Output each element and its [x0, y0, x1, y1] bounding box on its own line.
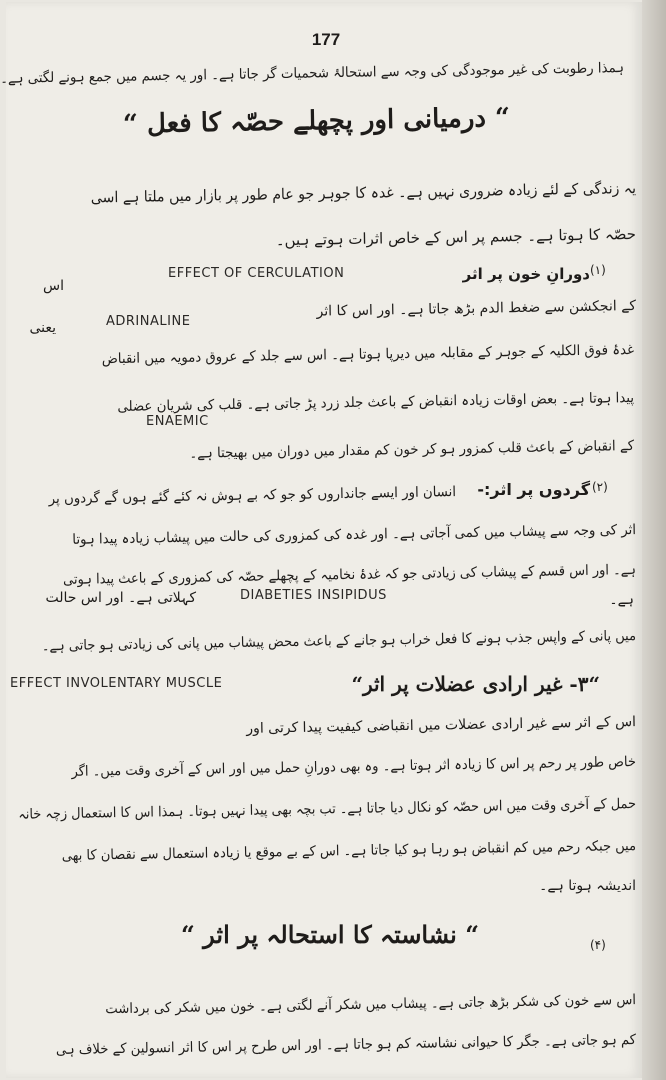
- text-line: یہ زندگی کے لئے زیادہ ضروری نہیں ہے۔ غدہ کا جوہر جو عام طور پر بازار میں ملتا ہے اسی: [90, 179, 637, 207]
- text-line: انسان اور ایسے جانداروں کو جو کہ بے ہوش نہ کئے گئے ہوں گے گردوں پر: [48, 484, 457, 508]
- text-line: اثر کی وجہ سے پیشاب میں کمی آجاتی ہے۔ اور غدہ کی کمزوری کی حالت میں پیشاب زیادہ پیدا ہوتا: [72, 522, 637, 548]
- text-line: حصّہ کا ہوتا ہے۔ جسم پر اس کے خاص اثرات ہوتے ہیں۔: [275, 225, 637, 250]
- text-line: کہلاتی ہے۔ اور اس حالت: [45, 590, 196, 606]
- item-lead: دورانِ خون پر اثر: [462, 265, 590, 283]
- text-line: اس سے خون کی شکر بڑھ جاتی ہے۔ پیشاب میں شکر آنے لگتی ہے۔ خون میں شکر کی برداشت: [105, 992, 637, 1018]
- item-number: (۲): [592, 480, 608, 494]
- text-line: میں پانی کے واپس جذب ہونے کا فعل خراب ہو جانے کے باعث محض پیشاب میں پانی کی زیادتی ہو جاتی ہے۔: [41, 628, 637, 655]
- text-line: خاص طور پر رحم پر اس کا زیادہ اثر ہوتا ہے۔ وہ بھی دورانِ حمل میں اور اس کے آخری وقت میں۔ اگر: [71, 754, 637, 780]
- text-line: اندیشہ ہوتا ہے۔: [539, 878, 636, 894]
- text-line: ہمذا رطوبت کی غیر موجودگی کی وجہ سے استحالۂ شحمیات گر جاتا ہے۔ اور یہ جسم میں جمع ہونے لگتی ہے۔: [0, 60, 625, 87]
- text-line: کے انقباض کے باعث قلب کمزور ہو کر خون کم مقدار میں دوران میں بھیجتا ہے۔: [189, 438, 635, 462]
- page-number: 177: [311, 30, 341, 49]
- book-spine: [642, 0, 666, 1080]
- text-line: کے انجکشن سے ضغط الدم بڑھ جاتا ہے۔ اور اس کا اثر: [316, 298, 637, 320]
- english-term: DIABETIES INSIPIDUS: [240, 588, 387, 603]
- english-term: EFFECT INVOLENTARY MUSCLE: [10, 676, 223, 691]
- section-heading: “۳- غیر ارادی عضلات پر اثر“: [351, 672, 600, 696]
- english-term: ADRINALINE: [106, 314, 191, 329]
- text-line: میں جبکہ رحم میں کم انقباض ہو رہا ہو کیا جاتا ہے۔ اس کے بے موقع یا زیادہ استعمال سے نقصان کا بھی: [61, 838, 637, 865]
- item-number: (۱): [590, 263, 606, 277]
- text-line: غدۂ فوق الکلیہ کے جوہر کے مقابلہ میں دیرپا ہوتا ہے۔ اس سے جلد کے عروق دمویہ میں انقباض: [101, 342, 635, 368]
- item-lead: گردوں پر اثر:-: [477, 480, 590, 499]
- text-line: ہے۔: [609, 592, 634, 608]
- section-heading: “ نشاستہ کا استحالہ پر اثر “: [180, 920, 479, 949]
- english-term: EFFECT OF CERCULATION: [168, 266, 345, 281]
- text-line: حمل کے آخری وقت میں اس حصّہ کو نکال دیا جاتا ہے۔ تب بچہ بھی پیدا نہیں ہوتا۔ ہمذا اس کا استعمال زچہ خانہ: [18, 796, 637, 823]
- section-heading: “ درمیانی اور پچھلے حصّہ کا فعل “: [122, 102, 511, 140]
- english-term: ENAEMIC: [146, 414, 209, 429]
- text-word: اس: [43, 278, 64, 294]
- text-line: اس کے اثر سے غیر ارادی عضلات میں انقباضی کیفیت پیدا کرتی اور: [246, 714, 637, 737]
- text-line: ہے۔ اور اس قسم کے پیشاب کی زیادتی جو کہ غدۂ نخامیہ کے پچھلے حصّہ کی کمزوری کے باعث پیدا ہوتی: [62, 562, 637, 588]
- text-line: پیدا ہوتا ہے۔ بعض اوقات زیادہ انقباض کے باعث جلد زرد پڑ جاتی ہے۔ قلب کی شریان عضلی: [117, 390, 635, 416]
- item-number: (۴): [590, 938, 606, 952]
- text-word: یعنی: [29, 320, 56, 336]
- text-line: کم ہو جاتی ہے۔ جگر کا حیوانی نشاستہ کم ہو جاتا ہے۔ اور اس طرح پر اس کا اثر انسولین کے خلاف ہی: [55, 1032, 637, 1059]
